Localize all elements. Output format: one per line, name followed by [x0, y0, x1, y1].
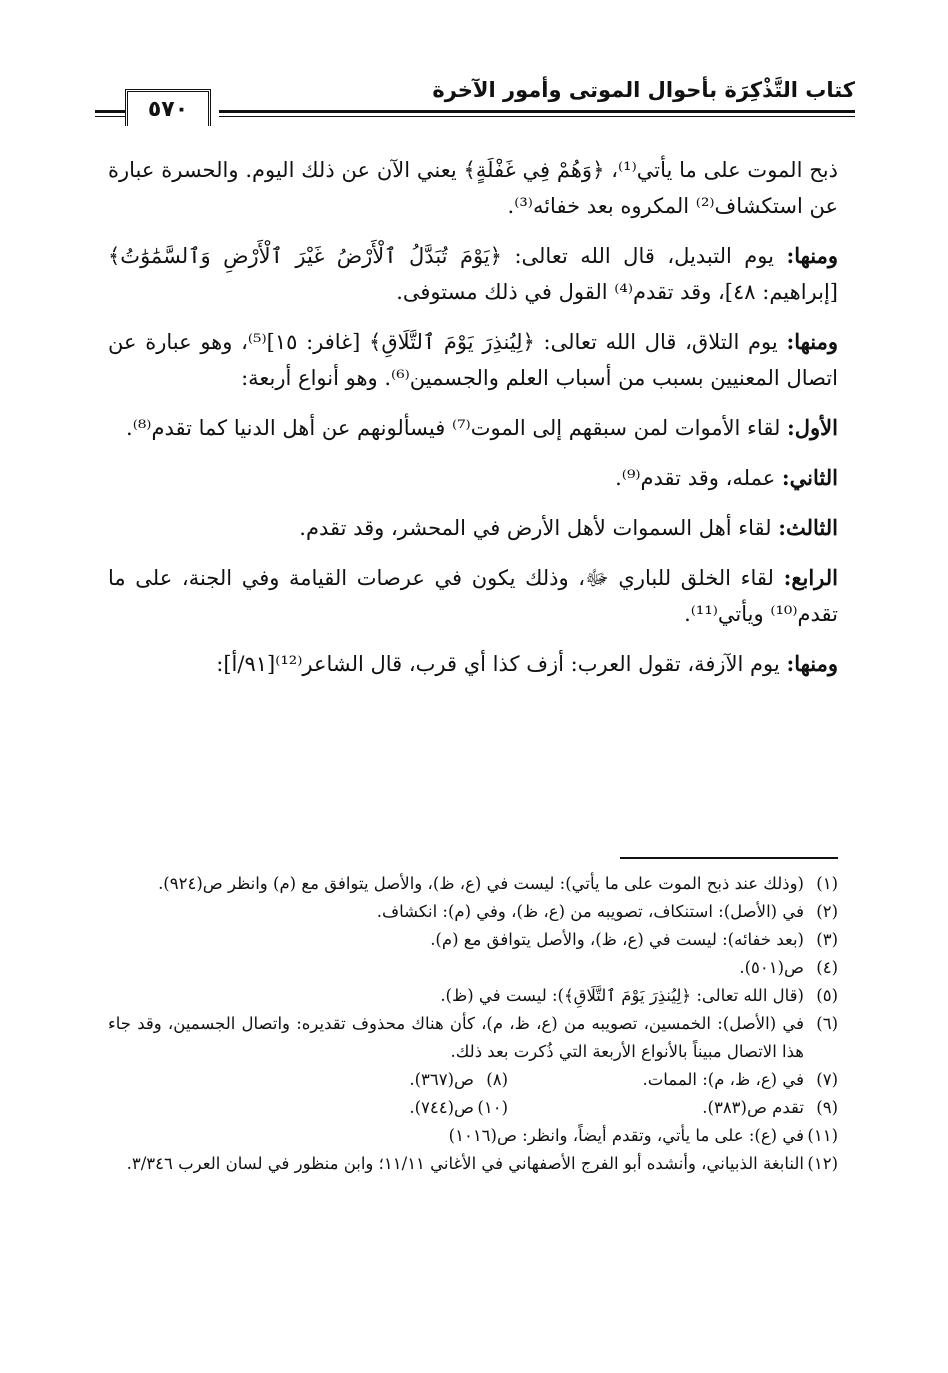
- paragraph-lead: ومنها:: [786, 329, 838, 354]
- footnote-row: [108, 1094, 838, 1122]
- footnote-number: (٥): [816, 986, 838, 1005]
- paragraph-text: ذبح الموت على ما يأتي⁽¹⁾، ﴿وَهُمْ فِي غَفْلَةٍ﴾ يعني الآن عن ذلك اليوم. والحسرة عبارة عن استكشاف⁽²⁾ المكروه بعد خفائه⁽³⁾.: [108, 158, 838, 218]
- footnote: [508, 1066, 838, 1094]
- header-rule-stub-thin: [95, 116, 127, 117]
- footnote: [508, 1094, 838, 1122]
- footnote-number: (١٠): [477, 1098, 508, 1117]
- paragraph-lead: ومنها:: [786, 651, 838, 676]
- footnote-number: (٧): [816, 1070, 838, 1089]
- footnote-number: (٣): [816, 930, 838, 949]
- paragraph-lead: الرابع:: [783, 565, 838, 590]
- paragraph-text: عمله، وقد تقدم⁽⁹⁾.: [615, 466, 782, 490]
- paragraph-text: لقاء الخلق للباري ﷻ، وذلك يكون في عرصات القيامة وفي الجنة، على ما تقدم⁽¹⁰⁾ ويأتي⁽¹¹⁾.: [108, 566, 838, 626]
- page-number: ٥٧٠: [125, 89, 211, 126]
- paragraph: [108, 646, 838, 682]
- footnote-text: في (الأصل): استنكاف، تصويبه من (ع، ظ)، وفي (م): انكشاف.: [376, 902, 804, 921]
- footnote: [409, 1066, 508, 1094]
- paragraph-text: يوم الآزفة، تقول العرب: أزف كذا أي قرب، قال الشاعر⁽¹²⁾[٩١/أ]:: [216, 652, 787, 676]
- running-header: [95, 72, 855, 132]
- paragraph-text: يوم التلاق، قال الله تعالى: ﴿لِيُنذِرَ يَوْمَ ٱلتَّلَاقِ﴾ [غافر: ١٥]⁽⁵⁾، وهو عبارة عن اتصال المعنيين بسبب من أسباب العلم والجسمين⁽⁶⁾. وهو أنواع أربعة:: [108, 330, 838, 390]
- footnote: [108, 1010, 838, 1066]
- paragraph-text: لقاء أهل السموات لأهل الأرض في المحشر، وقد تقدم.: [299, 516, 779, 540]
- paragraph: [108, 324, 838, 396]
- paragraph-lead: الثالث:: [778, 515, 838, 540]
- footnote-text: في (ع، ظ، م): الممات.: [642, 1070, 804, 1089]
- footnote-number: (١١): [807, 1126, 838, 1145]
- book-title: كتاب التَّذْكِرَة بأحوال الموتى وأمور الآخرة: [432, 78, 855, 102]
- footnote-text: (قال الله تعالى: ﴿لِيُنذِرَ يَوْمَ ٱلتَّلَاقِ﴾): ليست في (ظ).: [440, 986, 804, 1005]
- footnote: [108, 982, 838, 1010]
- footnote: [108, 1150, 838, 1178]
- footnote: [108, 898, 838, 926]
- footnote-number: (٢): [816, 902, 838, 921]
- footnote-number: (١): [816, 874, 838, 893]
- footnote-text: ص(٥٠١).: [739, 958, 804, 977]
- footnote-number: (٩): [816, 1098, 838, 1117]
- paragraph: [108, 510, 838, 546]
- footnote-text: (وذلك عند ذبح الموت على ما يأتي): ليست في (ع، ظ)، والأصل يتوافق مع (م) وانظر ص(٩٢٤).: [158, 874, 804, 893]
- footnote-text: ص(٣٦٧).: [409, 1070, 474, 1089]
- paragraph: [108, 460, 838, 496]
- paragraph: [108, 560, 838, 632]
- header-rule-thin: [219, 116, 855, 117]
- header-rule-stub: [95, 110, 127, 113]
- paragraph: [108, 238, 838, 310]
- footnote-number: (٨): [486, 1070, 508, 1089]
- header-rule: [219, 110, 855, 113]
- footnote-number: (١٢): [807, 1154, 838, 1173]
- paragraph-lead: الأول:: [787, 415, 838, 440]
- paragraph: [108, 152, 838, 224]
- main-text: [108, 152, 838, 696]
- footnote-text: النابغة الذبياني، وأنشده أبو الفرج الأصفهاني في الأغاني ١١/١١؛ وابن منظور في لسان العرب ٣/٣٤٦.: [126, 1154, 804, 1173]
- paragraph-text: يوم التبديل، قال الله تعالى: ﴿يَوْمَ تُبَدَّلُ ٱلْأَرْضُ غَيْرَ ٱلْأَرْضِ وَٱلسَّمَٰوَٰتُ﴾ [إبراهيم: ٤٨]، وقد تقدم⁽⁴⁾ القول في ذلك مستوفى.: [108, 244, 838, 304]
- footnote-row: [108, 1066, 838, 1094]
- footnote-text: (بعد خفائه): ليست في (ع، ظ)، والأصل يتوافق مع (م).: [430, 930, 804, 949]
- paragraph-lead: الثاني:: [781, 465, 838, 490]
- footnote-text: ص(٧٤٤).: [409, 1098, 474, 1117]
- footnote-text: في (الأصل): الخمسين، تصويبه من (ع، ظ، م)، كأن هناك محذوف تقديره: واتصال الجسمين، وقد جاء هذا الاتصال مبيناً بالأنواع الأربعة التي ذُكرت بعد ذلك.: [108, 1014, 804, 1061]
- paragraph-text: لقاء الأموات لمن سبقهم إلى الموت⁽⁷⁾ فيسألونهم عن أهل الدنيا كما تقدم⁽⁸⁾.: [126, 416, 788, 440]
- footnote: [409, 1094, 508, 1122]
- footnote-text: تقدم ص(٣٨٣).: [702, 1098, 804, 1117]
- paragraph-lead: ومنها:: [786, 243, 838, 268]
- footnote: [108, 954, 838, 982]
- footnote: [108, 926, 838, 954]
- footnote: [108, 1122, 838, 1150]
- footnote-number: (٦): [816, 1014, 838, 1033]
- footnote: [108, 870, 838, 898]
- footnote-text: في (ع): على ما يأتي، وتقدم أيضاً، وانظر: ص(١٠١٦): [448, 1126, 804, 1145]
- footnotes: [108, 870, 838, 1178]
- footnote-separator: [620, 857, 838, 859]
- footnote-number: (٤): [816, 958, 838, 977]
- paragraph: [108, 410, 838, 446]
